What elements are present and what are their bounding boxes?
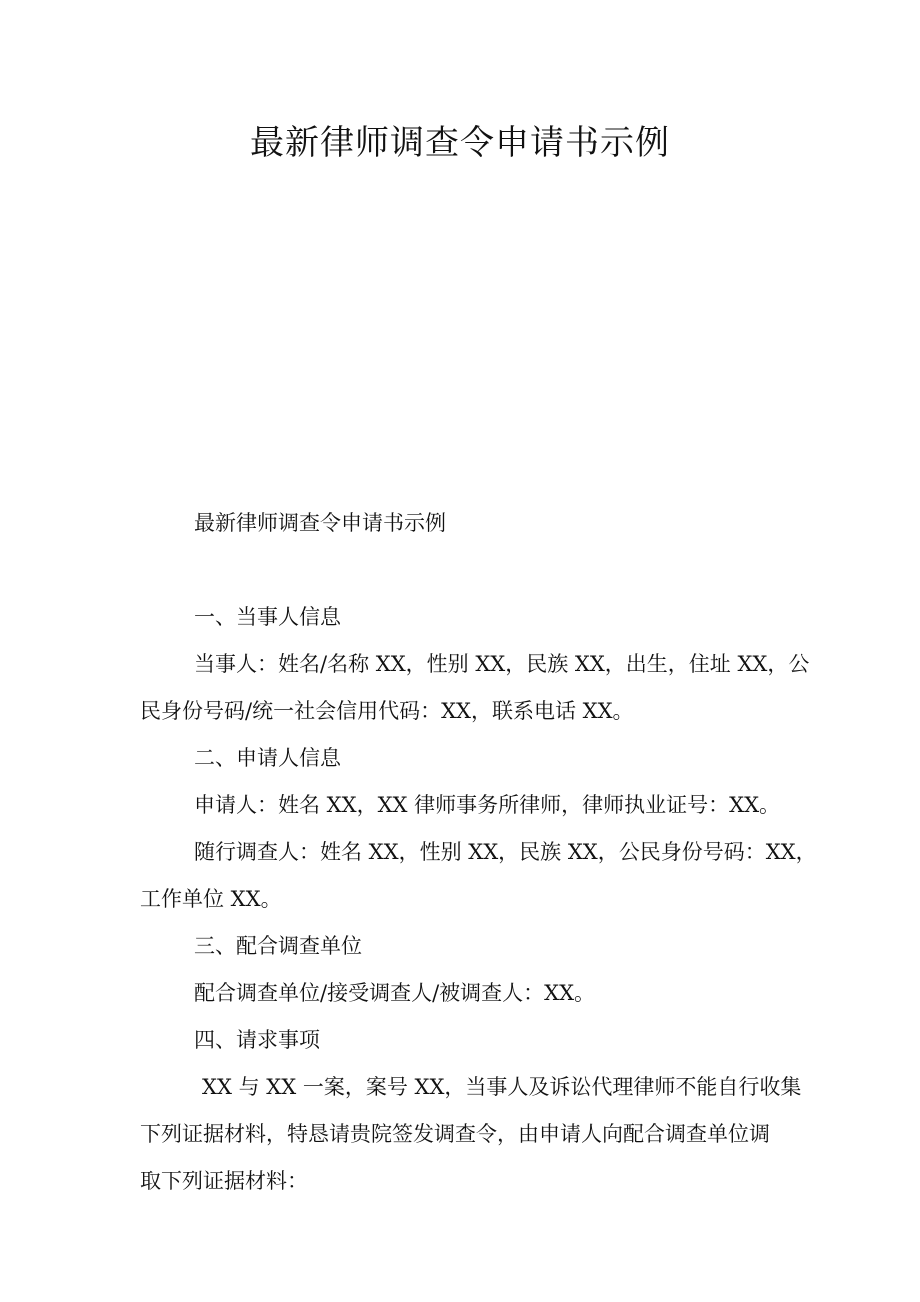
- section-heading-cooperate: 三、配合调查单位: [194, 934, 362, 958]
- document-title: 最新律师调查令申请书示例: [250, 123, 670, 163]
- request-line: XX 与 XX 一案，案号 XX，当事人及诉讼代理律师不能自行收集: [202, 1075, 802, 1099]
- blank-line: [140, 547, 786, 594]
- section-heading-applicant: 二、申请人信息: [194, 746, 341, 770]
- cooperate-info-line: 配合调查单位/接受调查人/被调查人：XX。: [194, 981, 596, 1005]
- section-heading-party: 一、当事人信息: [194, 605, 341, 629]
- document-subtitle: 最新律师调查令申请书示例: [194, 511, 446, 535]
- request-line-continued: 下列证据材料，特恳请贵院签发调查令，由申请人向配合调查单位调: [140, 1122, 770, 1146]
- party-info-line: 当事人：姓名/名称 XX，性别 XX，民族 XX，出生，住址 XX，公: [194, 652, 810, 676]
- companion-info-line-continued: 工作单位 XX。: [140, 887, 282, 911]
- applicant-info-line: 申请人：姓名 XX，XX 律师事务所律师，律师执业证号：XX。: [194, 793, 781, 817]
- section-heading-request: 四、请求事项: [194, 1028, 320, 1052]
- companion-info-line: 随行调查人：姓名 XX，性别 XX，民族 XX，公民身份号码：XX，: [194, 840, 817, 864]
- party-info-line-continued: 民身份号码/统一社会信用代码：XX，联系电话 XX。: [140, 699, 634, 723]
- document-body: [140, 500, 817, 1205]
- request-line-final: 取下列证据材料：: [140, 1169, 308, 1193]
